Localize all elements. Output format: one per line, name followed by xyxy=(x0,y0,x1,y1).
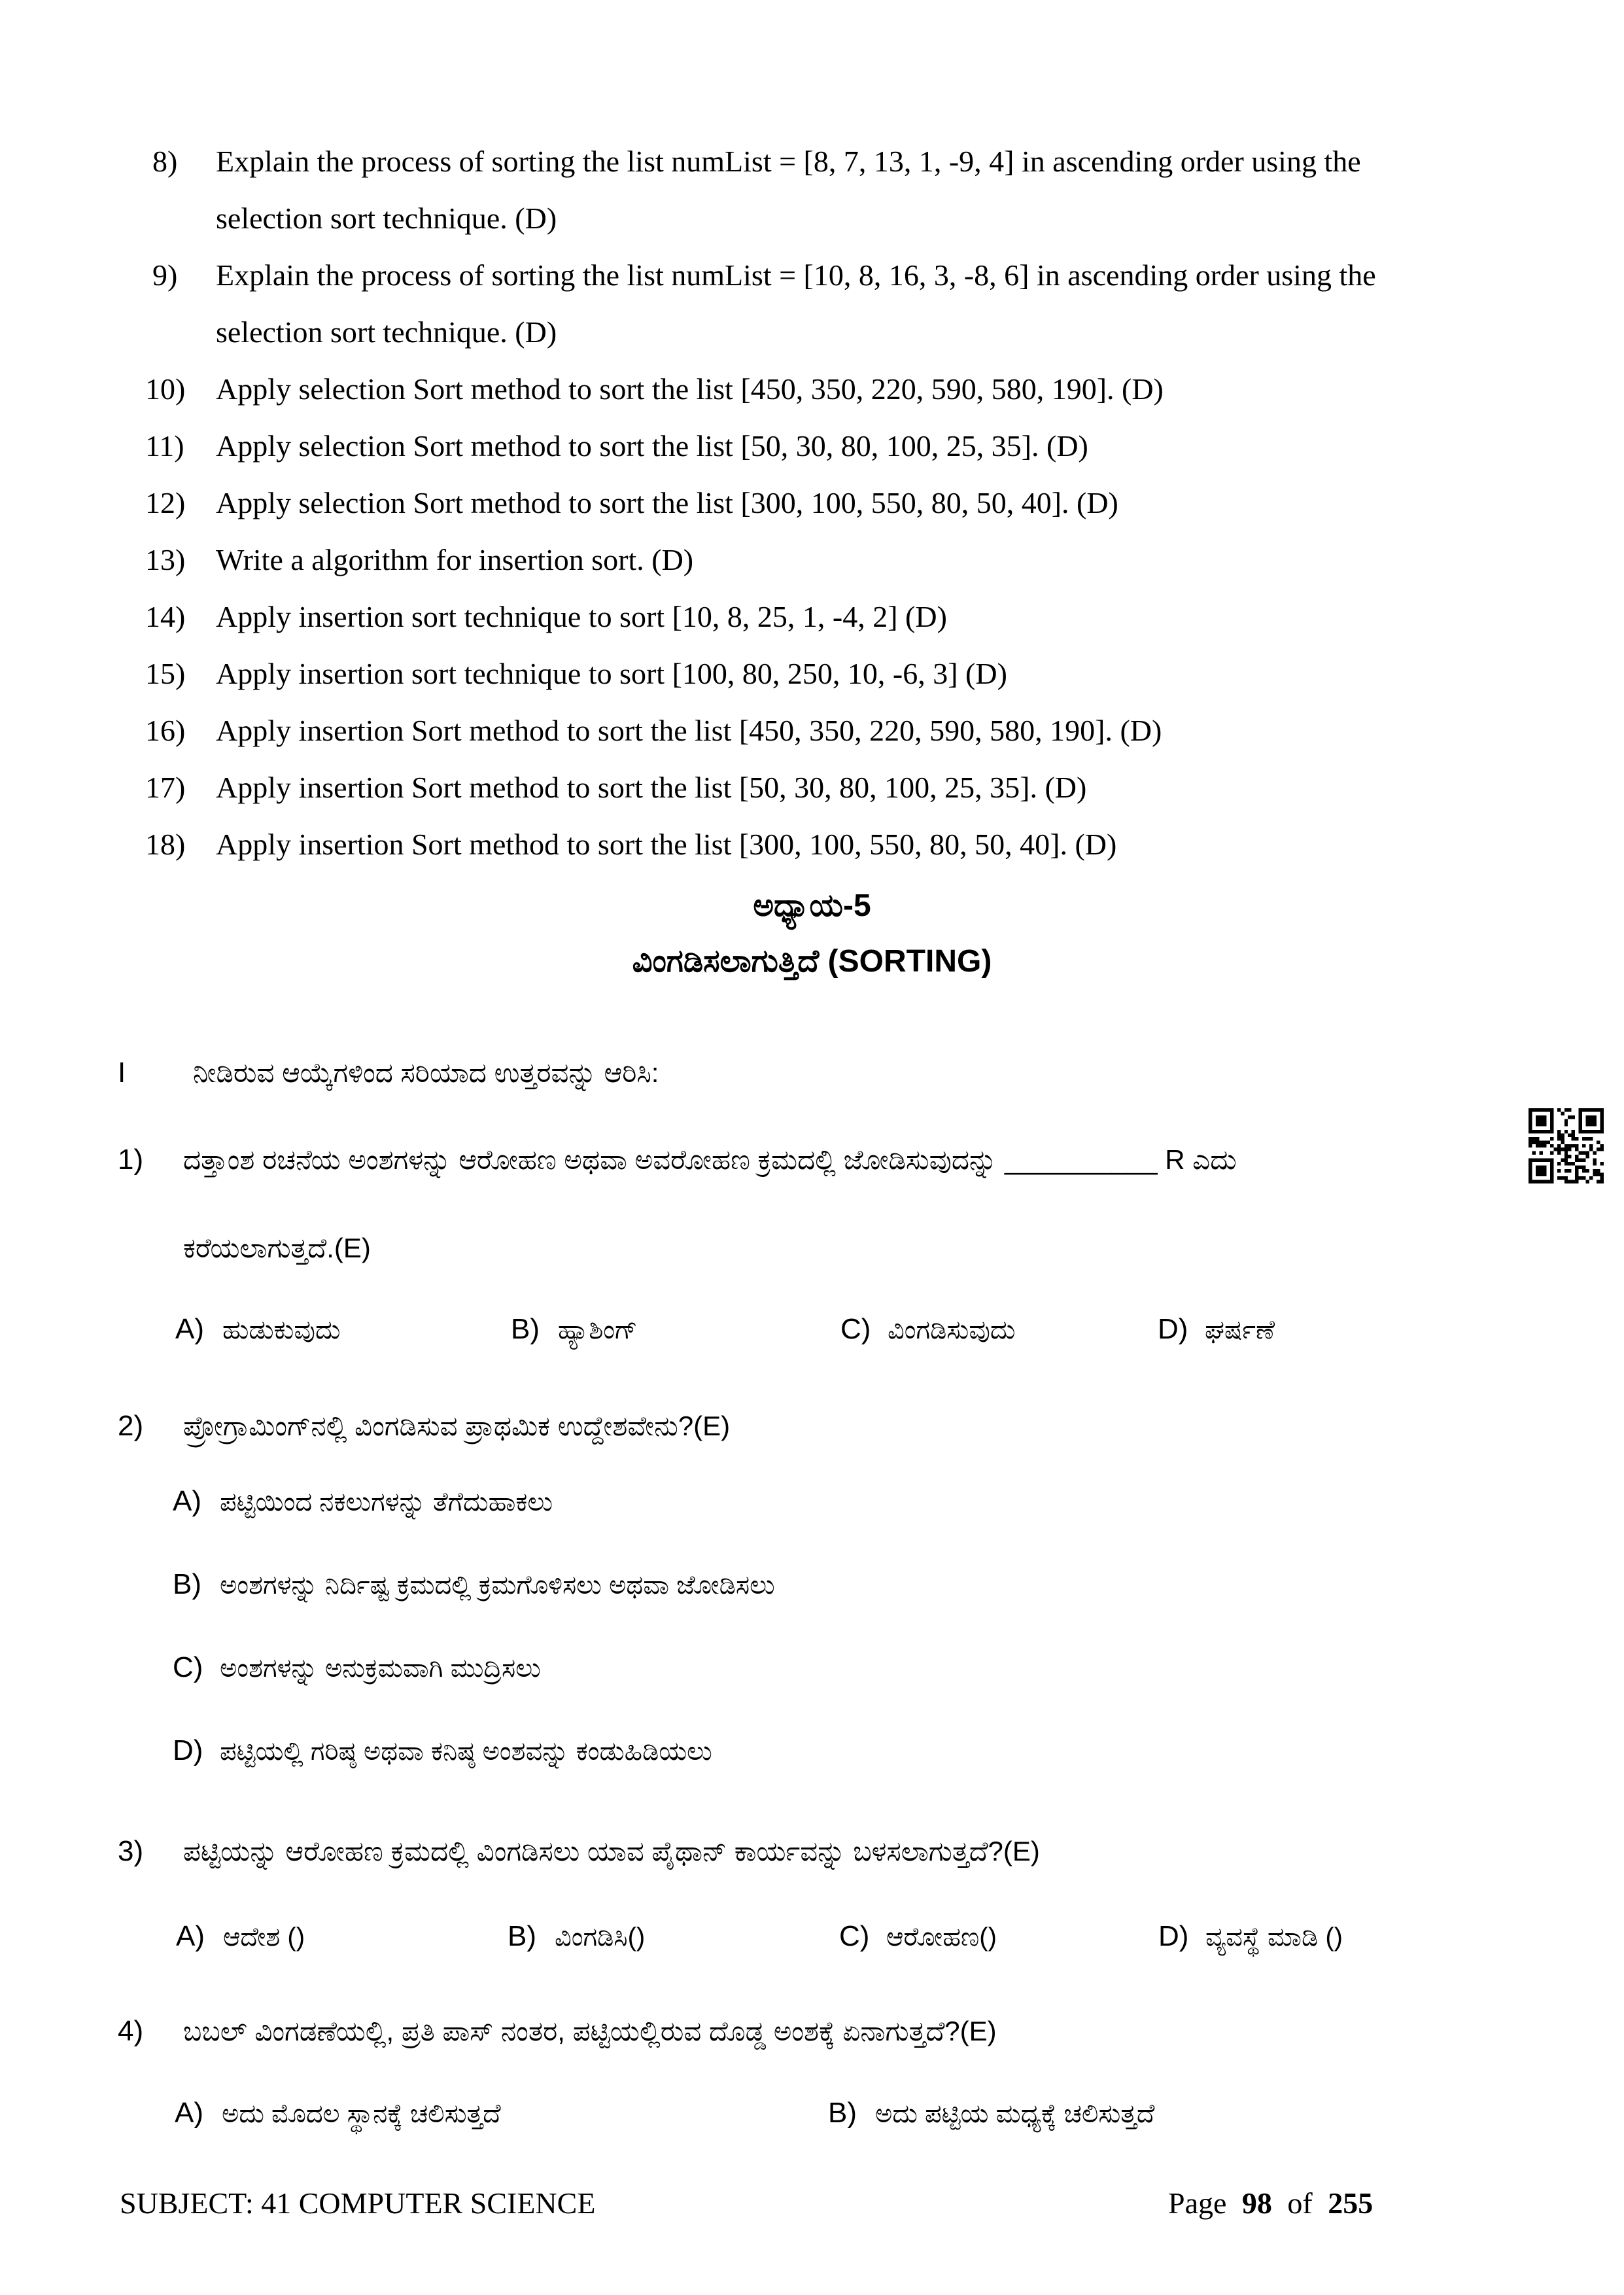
footer-subject: SUBJECT: 41 COMPUTER SCIENCE xyxy=(120,2186,596,2220)
question-item xyxy=(0,474,1624,531)
option-letter: B) xyxy=(173,1568,201,1600)
option xyxy=(173,1638,541,1697)
option-letter: B) xyxy=(508,1920,536,1952)
question-number: 2) xyxy=(118,1410,144,1442)
option-letter: C) xyxy=(840,1313,871,1345)
option-text: ವಿಂಗಡಿಸಿ() xyxy=(555,1923,646,1952)
option xyxy=(828,2084,1154,2143)
question-number: 11) xyxy=(145,429,184,463)
question-text: Apply insertion sort technique to sort [100, 80, 250, 10, -6, 3] (D) xyxy=(216,657,1007,690)
question-number: 10) xyxy=(145,372,186,406)
question-number: 1) xyxy=(118,1144,144,1176)
option-letter: B) xyxy=(511,1313,540,1345)
section-instruction: ನೀಡಿರುವ ಆಯ್ಕೆಗಳಿಂದ ಸರಿಯಾದ ಉತ್ತರವನ್ನು ಆರಿಸಿ: xyxy=(193,1057,659,1088)
question-item-continuation xyxy=(0,304,1624,360)
option xyxy=(176,1907,305,1966)
option-text: ಪಟ್ಟಿಯಿಂದ ನಕಲುಗಳನ್ನು ತೆಗೆದುಹಾಕಲು xyxy=(220,1488,553,1516)
question-number: 14) xyxy=(145,600,186,633)
option xyxy=(175,2084,501,2143)
question-text: Write a algorithm for insertion sort. (D) xyxy=(216,543,694,576)
english-question-list xyxy=(0,133,1624,873)
option-text: ಅಂಶಗಳನ್ನು ನಿರ್ದಿಷ್ಟ ಕ್ರಮದಲ್ಲಿ ಕ್ರಮಗೊಳಿಸಲು ಅಥವಾ ಜೋಡಿಸಲು xyxy=(220,1571,775,1600)
question-item xyxy=(0,531,1624,588)
option-letter: D) xyxy=(1158,1313,1188,1345)
question-text: ದತ್ತಾಂಶ ರಚನೆಯ ಅಂಶಗಳನ್ನು ಆರೋಹಣ ಅಥವಾ ಅವರೋಹಣ ಕ್ರಮದಲ್ಲಿ ಜೋಡಿಸುವುದನ್ನು __________ R ಎದು xyxy=(183,1144,1237,1175)
question-text: ಪಟ್ಟಿಯನ್ನು ಆರೋಹಣ ಕ್ರಮದಲ್ಲಿ ವಿಂಗಡಿಸಲು ಯಾವ ಪೈಥಾನ್ ಕಾರ್ಯವನ್ನು ಬಳಸಲಾಗುತ್ತದೆ?(E) xyxy=(183,1836,1040,1866)
question-text: Apply insertion Sort method to sort the list [300, 100, 550, 80, 50, 40]. (D) xyxy=(216,828,1117,861)
question-text: selection sort technique. (D) xyxy=(216,315,557,349)
question-number: 18) xyxy=(145,828,186,861)
question-number: 16) xyxy=(145,714,186,747)
option xyxy=(511,1300,638,1359)
option-text: ಹುಡುಕುವುದು xyxy=(222,1316,341,1344)
chapter-heading: ಅಧ್ಯಾಯ-5 xyxy=(753,888,871,923)
question-item xyxy=(0,247,1624,304)
option xyxy=(508,1907,645,1966)
option-text: ವ್ಯವಸ್ಥೆ ಮಾಡಿ () xyxy=(1205,1923,1343,1952)
option-text: ಪಟ್ಟಿಯಲ್ಲಿ ಗರಿಷ್ಠ ಅಥವಾ ಕನಿಷ್ಠ ಅಂಶವನ್ನು ಕಂಡುಹಿಡಿಯಲು xyxy=(220,1737,712,1766)
option xyxy=(175,1300,341,1359)
section-label: I xyxy=(118,1057,126,1089)
qr-code xyxy=(1529,1108,1604,1183)
question-item xyxy=(0,417,1624,474)
question-number: 12) xyxy=(145,486,186,519)
question-item xyxy=(0,816,1624,873)
option-letter: B) xyxy=(828,2097,857,2129)
question-number: 3) xyxy=(118,1835,144,1867)
option-text: ವಿಂಗಡಿಸುವುದು xyxy=(888,1316,1016,1344)
option-text: ಘರ್ಷಣೆ xyxy=(1205,1316,1275,1344)
option xyxy=(1158,1300,1275,1359)
option xyxy=(173,1721,712,1780)
option-letter: D) xyxy=(173,1734,203,1766)
question-text: Apply selection Sort method to sort the list [300, 100, 550, 80, 50, 40]. (D) xyxy=(216,486,1118,519)
option xyxy=(839,1907,997,1966)
question-text: Explain the process of sorting the list numList = [8, 7, 13, 1, -9, 4] in ascending order using the xyxy=(216,145,1361,178)
option-text: ಆರೋಹಣ() xyxy=(886,1923,997,1952)
question-number: 8) xyxy=(152,145,178,178)
footer-page-total: 255 xyxy=(1328,2186,1373,2220)
question-text: Apply selection Sort method to sort the list [450, 350, 220, 590, 580, 190]. (D) xyxy=(216,372,1164,406)
question-text: Apply selection Sort method to sort the list [50, 30, 80, 100, 25, 35]. (D) xyxy=(216,429,1088,463)
option-text: ಅಂಶಗಳನ್ನು ಅನುಕ್ರಮವಾಗಿ ಮುದ್ರಿಸಲು xyxy=(220,1654,541,1683)
question-text: Apply insertion Sort method to sort the list [450, 350, 220, 590, 580, 190]. (D) xyxy=(216,714,1162,747)
option-text: ಅದು ಮೊದಲ ಸ್ಥಾನಕ್ಕೆ ಚಲಿಸುತ್ತದೆ xyxy=(222,2099,501,2128)
footer-page xyxy=(1168,2174,1373,2233)
question-text: ಬಬಲ್ ವಿಂಗಡಣೆಯಲ್ಲಿ, ಪ್ರತಿ ಪಾಸ್ ನಂತರ, ಪಟ್ಟಿಯಲ್ಲಿರುವ ದೊಡ್ಡ ಅಂಶಕ್ಕೆ ಏನಾಗುತ್ತದೆ?(E) xyxy=(183,2016,997,2046)
question-text: selection sort technique. (D) xyxy=(216,201,557,235)
option-letter: A) xyxy=(175,2097,203,2129)
question-number: 13) xyxy=(145,543,186,576)
option xyxy=(1158,1907,1343,1966)
question-item xyxy=(0,133,1624,190)
footer-page-number: 98 xyxy=(1241,2186,1272,2220)
option-letter: A) xyxy=(175,1313,204,1345)
footer-of-label: of xyxy=(1287,2186,1313,2220)
question-text: Apply insertion Sort method to sort the list [50, 30, 80, 100, 25, 35]. (D) xyxy=(216,771,1087,804)
question-text: Apply insertion sort technique to sort [10, 8, 25, 1, -4, 2] (D) xyxy=(216,600,947,633)
question-item xyxy=(0,645,1624,702)
option-letter: C) xyxy=(839,1920,870,1952)
question-number: 17) xyxy=(145,771,186,804)
option-letter: A) xyxy=(176,1920,205,1952)
section-header xyxy=(0,1043,1624,1102)
question-item xyxy=(0,360,1624,417)
option xyxy=(840,1300,1015,1359)
option xyxy=(173,1555,775,1614)
question-text: ಪ್ರೋಗ್ರಾಮಿಂಗ್‌ನಲ್ಲಿ ವಿಂಗಡಿಸುವ ಪ್ರಾಥಮಿಕ ಉದ್ದೇಶವೇನು?(E) xyxy=(183,1410,731,1441)
option-text: ಹ್ಯಾಶಿಂಗ್ xyxy=(558,1316,638,1344)
question-text: Explain the process of sorting the list numList = [10, 8, 16, 3, -8, 6] in ascending order using the xyxy=(216,258,1376,292)
question-item xyxy=(0,702,1624,759)
question-number: 15) xyxy=(145,657,186,690)
question-item xyxy=(0,588,1624,645)
question-item xyxy=(0,759,1624,816)
question-number: 4) xyxy=(118,2015,144,2047)
option-text: ಅದು ಪಟ್ಟಿಯ ಮಧ್ಯಕ್ಕೆ ಚಲಿಸುತ್ತದೆ xyxy=(875,2099,1155,2128)
option-letter: D) xyxy=(1158,1920,1189,1952)
chapter-subheading: ವಿಂಗಡಿಸಲಾಗುತ್ತಿದೆ (SORTING) xyxy=(632,944,992,979)
option-text: ಆದೇಶ () xyxy=(223,1923,305,1952)
option xyxy=(173,1472,553,1531)
option-letter: A) xyxy=(173,1485,201,1517)
option-letter: C) xyxy=(173,1651,203,1683)
question-number: 9) xyxy=(152,258,178,292)
question-item-continuation xyxy=(0,190,1624,247)
footer-page-label: Page xyxy=(1168,2186,1227,2220)
question-text: ಕರೆಯಲಾಗುತ್ತದೆ.(E) xyxy=(183,1233,371,1263)
